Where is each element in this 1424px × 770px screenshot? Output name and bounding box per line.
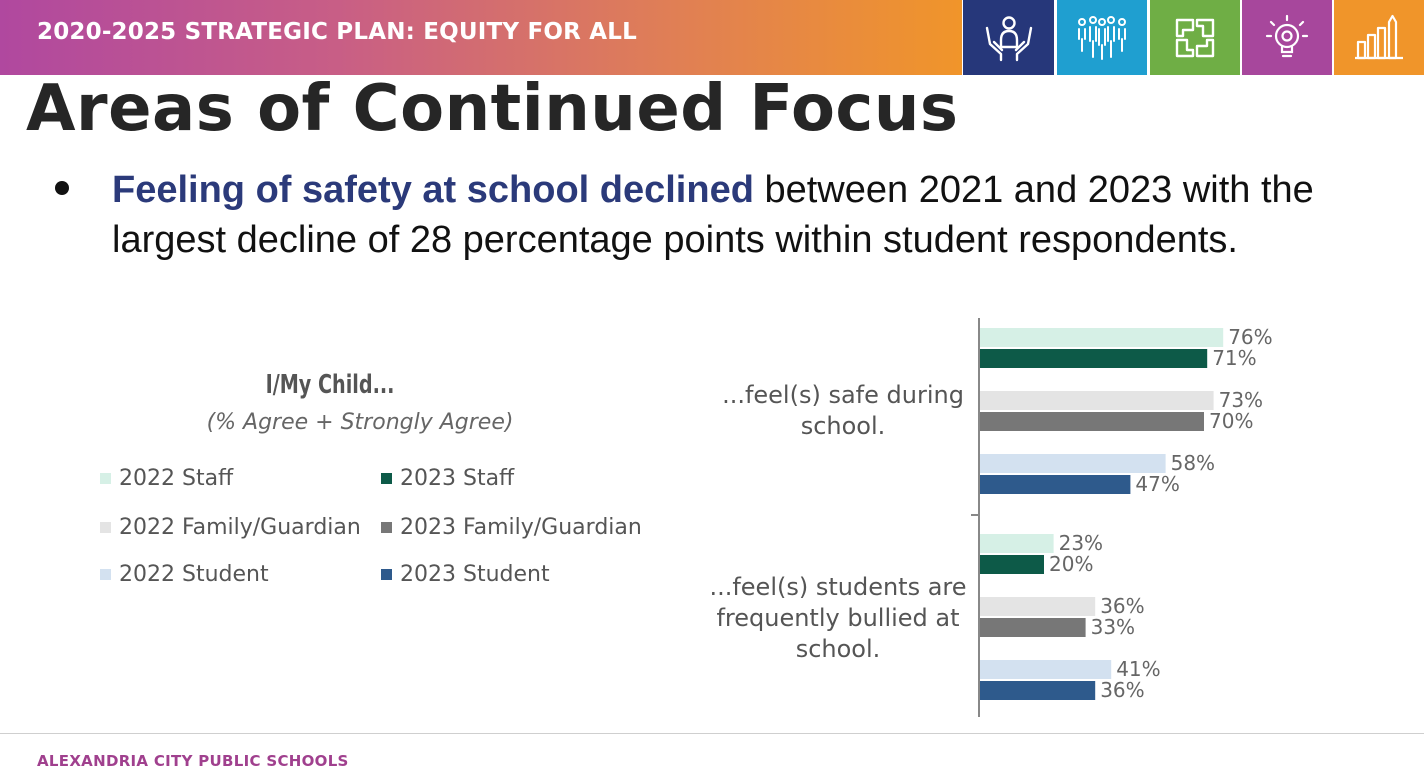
category-label-bullied: ...feel(s) students are frequently bullied at school. xyxy=(709,573,967,663)
bar-safe-2022-staff xyxy=(980,328,1223,347)
data-label: 58% xyxy=(1170,451,1216,475)
data-label: 71% xyxy=(1212,346,1257,370)
data-label: 36% xyxy=(1100,594,1145,618)
bar-safe-2023-staff xyxy=(980,349,1207,368)
category-label-safe: ...feel(s) safe during school. xyxy=(722,381,964,440)
bar-safe-2022-student xyxy=(980,454,1166,473)
data-label: 41% xyxy=(1116,657,1161,681)
bar-bullied-2023-staff xyxy=(980,555,1044,574)
page-title: Areas of Continued Focus xyxy=(26,72,959,146)
bar-safe-2023-family-guardian xyxy=(980,412,1204,431)
data-label: 20% xyxy=(1049,552,1094,576)
data-label: 76% xyxy=(1228,325,1273,349)
legend-heading: I/My Child... xyxy=(265,370,395,400)
legend-subheading: (% Agree + Strongly Agree) xyxy=(206,410,514,435)
bar-safe-2022-family-guardian xyxy=(980,391,1214,410)
bar-bullied-2023-student xyxy=(980,681,1095,700)
data-label: 70% xyxy=(1209,409,1254,433)
bar-bullied-2022-family-guardian xyxy=(980,597,1095,616)
data-label: 47% xyxy=(1135,472,1180,496)
data-label: 23% xyxy=(1058,531,1104,555)
banner-title: 2020-2025 STRATEGIC PLAN: EQUITY FOR ALL xyxy=(37,19,637,45)
footer-text: ALEXANDRIA CITY PUBLIC SCHOOLS xyxy=(37,752,349,770)
data-label: 73% xyxy=(1218,388,1264,412)
bullet-rest: between 2021 and 2023 with the largest decline of 28 percentage points within student respondents. xyxy=(112,169,1314,261)
data-label: 33% xyxy=(1090,615,1136,639)
data-label: 36% xyxy=(1100,678,1145,702)
bar-safe-2023-student xyxy=(980,475,1130,494)
bar-bullied-2022-staff xyxy=(980,534,1054,553)
legend-label: 2023 Staff xyxy=(400,466,515,491)
legend-label: 2022 Student xyxy=(119,562,269,587)
legend-label: 2023 Family/Guardian xyxy=(400,515,642,540)
legend-label: 2022 Family/Guardian xyxy=(119,515,361,540)
legend-label: 2022 Staff xyxy=(119,466,234,491)
bar-bullied-2022-student xyxy=(980,660,1111,679)
bullet-highlight: Feeling of safety at school declined xyxy=(112,169,754,211)
bar-bullied-2023-family-guardian xyxy=(980,618,1086,637)
legend-label: 2023 Student xyxy=(400,562,550,587)
footer-divider xyxy=(0,733,1424,734)
